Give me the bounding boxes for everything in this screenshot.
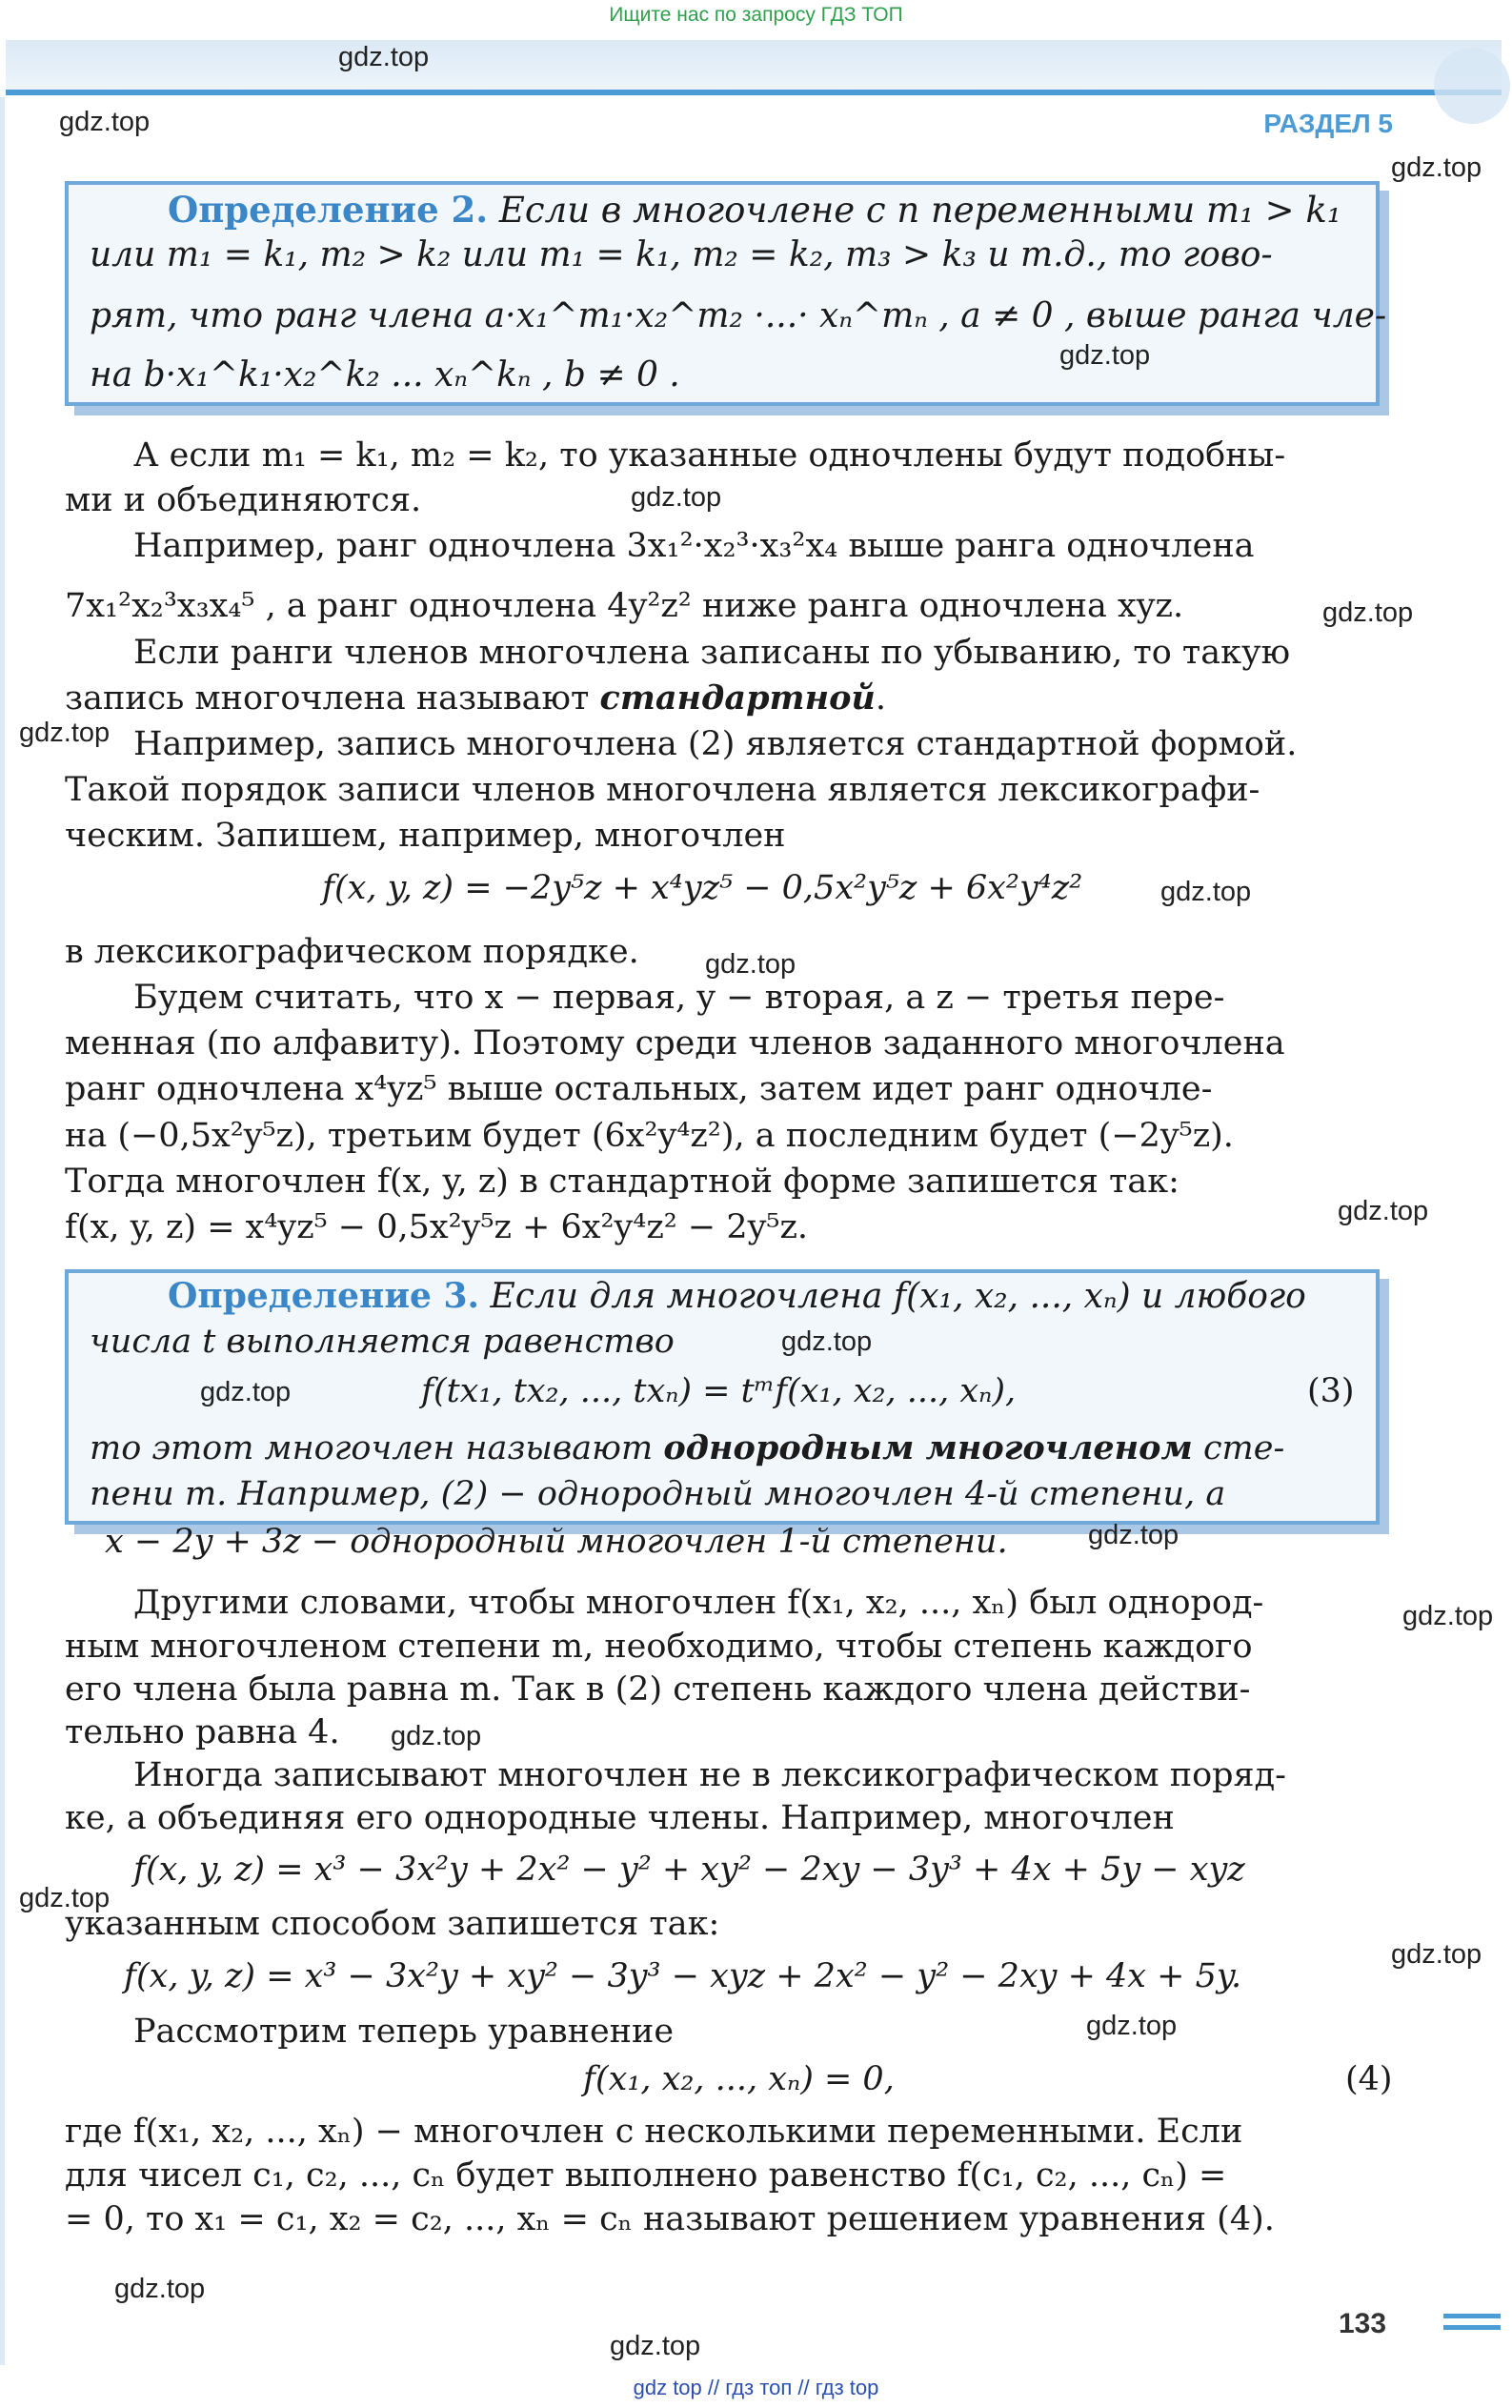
section-label: РАЗДЕЛ 5: [1263, 109, 1393, 138]
def3-line-2: числа t выполняется равенство: [90, 1323, 675, 1361]
def2-title: Определение 2.: [168, 189, 489, 231]
body3-line-6: ке, а объединяя его однородные члены. Например, многочлен: [65, 1799, 1175, 1837]
watermark: gdz.top: [1086, 2011, 1178, 2041]
formula-4: f(x₁, x₂, ..., xₙ) = 0,: [583, 2060, 895, 2098]
body1-line-6: запись многочлена называют стандартной.: [65, 678, 887, 718]
homogeneous-term: однородным многочленом: [663, 1428, 1193, 1467]
body2-line-6: Тогда многочлен f(x, y, z) в стандартной форме запишется так:: [65, 1163, 1179, 1201]
body1-line-1: А если m₁ = k₁, m₂ = k₂, то указанные одночлены будут подобны-: [133, 436, 1286, 475]
body3-line-8: указанным способом запишется так:: [65, 1905, 720, 1943]
watermark: gdz.top: [19, 1883, 111, 1913]
page-number: 133: [1339, 2308, 1387, 2339]
body1-line-5: Если ранги членов многочлена записаны по убыванию, то такую: [133, 634, 1291, 672]
body3-line-10: Рассмотрим теперь уравнение: [133, 2013, 675, 2051]
watermark: gdz.top: [1160, 877, 1252, 907]
watermark-bottom: gdz top // гдз топ // гдз top: [633, 2376, 879, 2399]
formula-3: f(x, y, z) = x³ − 3x²y + xy² − 3y³ − xyz + 2x² − y² − 2xy + 4x + 5y.: [124, 1957, 1242, 1995]
body1-line-6-text: запись многочлена называют: [65, 679, 600, 718]
body3-line-1: Другими словами, чтобы многочлен f(x₁, x₂, ..., xₙ) был однород-: [133, 1584, 1264, 1622]
body4-line-3: = 0, то x₁ = c₁, x₂ = c₂, ..., xₙ = cₙ называют решением уравнения (4).: [65, 2200, 1275, 2238]
body1-line-9: ческим. Запишем, например, многочлен: [65, 817, 786, 855]
body3-line-2: ным многочленом степени m, необходимо, чтобы степень каждого: [65, 1628, 1253, 1666]
watermark: gdz.top: [781, 1326, 873, 1357]
watermark: gdz.top: [391, 1721, 482, 1751]
def3-title: Определение 3.: [168, 1276, 480, 1316]
watermark: gdz.top: [705, 949, 796, 980]
body2-line-1: в лексикографическом порядке.: [65, 933, 639, 971]
body2-line-4: ранг одночлена x⁴yz⁵ выше остальных, затем идет ранг одночле-: [65, 1070, 1213, 1108]
watermark: gdz.top: [1391, 152, 1482, 183]
body1-line-4: 7x₁²x₂³x₃x₄⁵ , а ранг одночлена 4y²z² ниже ранга одночлена xyz.: [65, 587, 1184, 625]
body2-line-2: Будем считать, что x − первая, y − вторая, а z − третья пере-: [133, 979, 1225, 1017]
textbook-page: [0, 40, 1512, 2365]
watermark: gdz.top: [114, 2274, 206, 2304]
left-margin-rule: [0, 97, 5, 2365]
page-bar-2: [1443, 2325, 1501, 2330]
body2-line-5: на (−0,5x²y⁵z), третьим будет (6x²y⁴z²), а последним будет (−2y⁵z).: [65, 1117, 1234, 1155]
watermark: gdz.top: [1322, 597, 1414, 628]
body3-line-3: его члена была равна m. Так в (2) степень каждого члена действи-: [65, 1670, 1251, 1709]
standard-term: стандартной: [599, 678, 876, 718]
body1-line-3: Например, ранг одночлена 3x₁²·x₂³·x₃²x₄ выше ранга одночлена: [133, 527, 1255, 565]
body3-line-5: Иногда записывают многочлен не в лексикографическом поряд-: [133, 1756, 1287, 1794]
body3-line-4: тельно равна 4.: [65, 1713, 340, 1751]
def2-line-1: [168, 191, 1341, 230]
formula-1: f(x, y, z) = −2y⁵z + x⁴yz⁵ − 0,5x²y⁵z + 6x²y⁴z²: [322, 869, 1083, 907]
def3-line-4: пени m. Например, (2) − однородный многочлен 4-й степени, а: [90, 1475, 1226, 1513]
body2-line-7: f(x, y, z) = x⁴yz⁵ − 0,5x²y⁵z + 6x²y⁴z² − 2y⁵z.: [65, 1208, 809, 1246]
body1-line-8: Такой порядок записи членов многочлена является лексикографи-: [65, 771, 1260, 809]
watermark: gdz.top: [19, 718, 111, 748]
def3-line-1: [168, 1277, 1306, 1316]
header-rule: [6, 90, 1502, 95]
watermark: gdz.top: [200, 1377, 292, 1407]
watermark: gdz.top: [1402, 1601, 1494, 1631]
definition-2-box: [65, 181, 1387, 406]
watermark: gdz.top: [1059, 340, 1151, 371]
watermark: gdz.top: [631, 482, 722, 513]
watermark: gdz.top: [610, 2331, 701, 2361]
def2-line-3: рят, что ранг члена a·x₁^m₁·x₂^m₂ ·...· xₙ^mₙ , a ≠ 0 , выше ранга чле-: [90, 296, 1387, 335]
def3-line-5: x − 2y + 3z − однородный многочлен 1-й степени.: [105, 1523, 1008, 1561]
def2-line-4: на b·x₁^k₁·x₂^k₂ ... xₙ^kₙ , b ≠ 0 .: [90, 355, 680, 395]
def2-line-1-text: Если в многочлене с n переменными m₁ > k₁: [488, 190, 1341, 231]
page-bar-1: [1443, 2314, 1501, 2318]
formula-4-number: (4): [1345, 2060, 1393, 2098]
formula-2: f(x, y, z) = x³ − 3x²y + 2x² − y² + xy² − 2xy − 3y³ + 4x + 5y − xyz: [133, 1851, 1245, 1889]
def3-line-3: [90, 1429, 1284, 1467]
def3-line-3-c: сте-: [1192, 1429, 1285, 1467]
watermark: gdz.top: [1088, 1520, 1179, 1550]
def3-line-3-a: то этот многочлен называют: [90, 1429, 664, 1467]
def3-line-1-text: Если для многочлена f(x₁, x₂, ..., xₙ) и любого: [479, 1277, 1306, 1316]
watermark: gdz.top: [59, 107, 151, 137]
body1-line-7: Например, запись многочлена (2) является стандартной формой.: [133, 725, 1298, 763]
body1-line-2: ми и объединяются.: [65, 481, 422, 519]
def3-formula-number: (3): [1307, 1372, 1355, 1410]
body4-line-1: где f(x₁, x₂, ..., xₙ) − многочлен с несколькими переменными. Если: [65, 2113, 1243, 2151]
watermark: gdz.top: [338, 42, 430, 72]
def2-line-2: или m₁ = k₁, m₂ > k₂ или m₁ = k₁, m₂ = k₂, m₃ > k₃ и т.д., то гово-: [90, 235, 1273, 274]
def3-formula: f(tx₁, tx₂, ..., txₙ) = tᵐf(x₁, x₂, ..., xₙ),: [421, 1372, 1017, 1410]
header-band: [6, 40, 1502, 91]
header-decoration: [1434, 48, 1510, 124]
watermark: gdz.top: [1391, 1939, 1482, 1970]
watermark-top: Ищите нас по запросу ГДЗ ТОП: [609, 4, 903, 26]
watermark: gdz.top: [1338, 1196, 1429, 1226]
body4-line-2: для чисел c₁, c₂, ..., cₙ будет выполнено равенство f(c₁, c₂, ..., cₙ) =: [65, 2156, 1227, 2195]
body2-line-3: менная (по алфавиту). Поэтому среди членов заданного многочлена: [65, 1024, 1285, 1062]
